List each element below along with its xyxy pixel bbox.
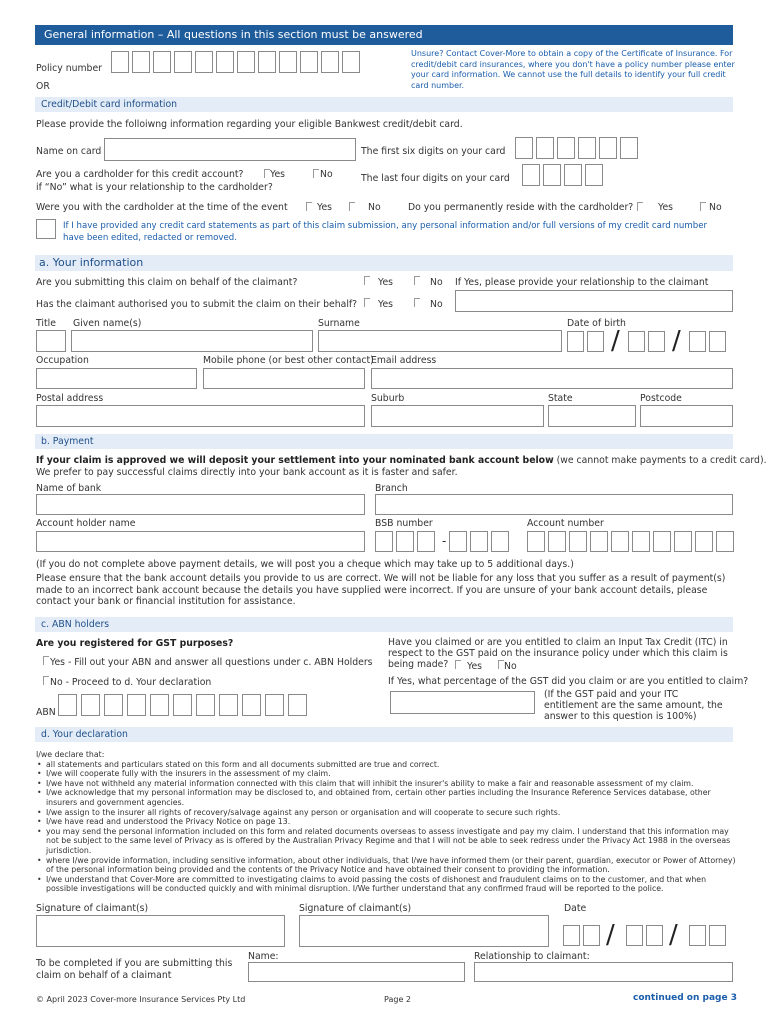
account-digit-box[interactable] (569, 531, 587, 552)
gst-no-label: No - Proceed to d. Your declaration (50, 677, 212, 688)
abn-title: c. ABN holders (41, 619, 110, 630)
card-info-intro: Please provide the folloiwng information regarding your eligible Bankwest credit/debit card. (36, 119, 463, 130)
policy-digit-box[interactable] (153, 51, 171, 73)
bsb-digit-box[interactable] (375, 531, 393, 552)
branch-label: Branch (375, 483, 408, 494)
given-names-label: Given name(s) (73, 318, 142, 329)
dob-digit-box[interactable] (689, 331, 706, 352)
section-abn-holders (35, 617, 733, 632)
first-six-label: The first six digits on your card (361, 146, 506, 157)
declaration-item: • I/we understand that Cover-More are committed to investigating claims to avoid passing the costs of dishonest and fraudulent claims on to the customer, and that when possible investigations will be conducted quickly and with minimal disruption. I/We further understand that any confirmed fraud will be reported to the police. (36, 875, 736, 894)
policy-digit-box[interactable] (174, 51, 192, 73)
declaration-title: d. Your declaration (41, 729, 128, 740)
ensure-note: Please ensure that the bank account details you provide to us are correct. We will not be liable for any loss that you suffer as a result of payment(s) made to an incorrect bank account because the details you have supplied were incorrect. If you are unsure of your bank account details, please contact your bank or financial institution for assistance. (36, 573, 726, 607)
name-on-card-label: Name on card (36, 146, 102, 157)
account-digit-box[interactable] (527, 531, 545, 552)
abn-digit-box[interactable] (81, 694, 100, 716)
cheque-note: (If you do not complete above payment details, we will post you a cheque which may take up to 5 additional days.) (36, 559, 574, 570)
payment-intro-rest: (we cannot make payments to a credit card). (553, 455, 767, 466)
bsb-digit-box[interactable] (449, 531, 467, 552)
behalf-no-checkbox[interactable] (414, 276, 420, 285)
declaration-intro: I/we declare that: (36, 750, 105, 759)
date-digit-box[interactable] (626, 925, 643, 946)
abn-digit-box[interactable] (173, 694, 192, 716)
holder-input[interactable] (36, 531, 365, 552)
payment-intro-bold: If your claim is approved we will deposit your settlement into your nominated bank account below (36, 455, 554, 466)
gst-no-checkbox[interactable] (43, 676, 49, 685)
account-digit-box[interactable] (632, 531, 650, 552)
postal-label: Postal address (36, 393, 104, 404)
authorised-no-label: No (430, 299, 443, 310)
card-digit-box[interactable] (557, 137, 575, 159)
declaration-item: • I/we acknowledge that my personal information may be disclosed to, and obtained from, certain other parties including the Insurance Reference Services database, other insurers and government agencies. (36, 788, 736, 807)
policy-digit-box[interactable] (237, 51, 255, 73)
postal-input[interactable] (36, 405, 365, 427)
dob-digit-box[interactable] (628, 331, 645, 352)
relationship-prompt: If Yes, please provide your relationship to the claimant (455, 277, 709, 288)
section-declaration (35, 727, 733, 742)
with-cardholder-yes-checkbox[interactable] (306, 202, 312, 211)
unsure-note: Unsure? Contact Cover-More to obtain a copy of the Certificate of Insurance. For credit/debit card insurances, where you don't have a policy number please enter your card information. We cannot use the full details to identify your full credit card number. (411, 49, 735, 90)
policy-digit-box[interactable] (300, 51, 318, 73)
relationship-to-claimant-input[interactable] (474, 962, 733, 982)
bank-name-label: Name of bank (36, 483, 102, 494)
reside-question: Do you permanently reside with the cardholder? (408, 202, 634, 213)
card-digit-box[interactable] (522, 164, 540, 186)
suburb-label: Suburb (371, 393, 405, 404)
date-separator: / (672, 326, 681, 356)
dob-digit-box[interactable] (709, 331, 726, 352)
authorised-yes-checkbox[interactable] (364, 298, 370, 307)
or-label: OR (36, 81, 50, 92)
behalf-yes-label: Yes (378, 277, 394, 288)
abn-digit-box[interactable] (104, 694, 123, 716)
name-input[interactable] (248, 962, 465, 982)
declaration-item: • where I/we provide information, including sensitive information, about other individuals, that I/we have informed them (or their parent, guardian, executor or Power of Attorney) of the personal information being provided and the contents of the Privacy Notice and have obtained their consent to providing the information. (36, 856, 736, 875)
reside-yes-checkbox[interactable] (637, 202, 643, 211)
card-digit-box[interactable] (536, 137, 554, 159)
name-on-card-input[interactable] (104, 138, 356, 161)
policy-digit-box[interactable] (321, 51, 339, 73)
abn-digit-box[interactable] (265, 694, 284, 716)
section-your-information (35, 255, 733, 271)
reside-yes-label: Yes (658, 202, 674, 213)
holder-label: Account holder name (36, 518, 136, 529)
date-digit-box[interactable] (689, 925, 706, 946)
pct-note: (If the GST paid and your ITC entitlement are the same amount, the answer to this question is 100%) (544, 689, 723, 722)
surname-label: Surname (318, 318, 360, 329)
card-digit-box[interactable] (585, 164, 603, 186)
abn-digit-box[interactable] (242, 694, 261, 716)
relationship-question: if “No” what is your relationship to the cardholder? (36, 182, 273, 193)
statement-checkbox[interactable] (36, 219, 56, 239)
declaration-item: • I/we assign to the insurer all rights of recovery/salvage against any person or organisation and will cooperate to secure such rights. (36, 808, 736, 818)
given-names-input[interactable] (71, 330, 313, 352)
dob-label: Date of birth (567, 318, 626, 329)
copyright: © April 2023 Cover-more Insurance Services Pty Ltd (36, 995, 246, 1004)
abn-digit-box[interactable] (196, 694, 215, 716)
with-cardholder-no-label: No (368, 202, 381, 213)
date-digit-box[interactable] (709, 925, 726, 946)
declaration-item: • all statements and particulars stated on this form and all documents submitted are true and correct. (36, 760, 736, 770)
card-digit-box[interactable] (578, 137, 596, 159)
signature-1-label: Signature of claimant(s) (36, 903, 149, 914)
postcode-label: Postcode (640, 393, 682, 404)
itc-question-text: Have you claimed or are you entitled to claim an Input Tax Credit (ITC) in respect to the GST paid on the insurance policy under which this claim is being made? (388, 637, 728, 670)
email-input[interactable] (371, 368, 733, 389)
with-cardholder-no-checkbox[interactable] (349, 202, 355, 211)
cardholder-no-label: No (320, 169, 333, 180)
continued-note: continued on page 3 (633, 993, 737, 1003)
policy-digit-box[interactable] (258, 51, 276, 73)
behalf-no-label: No (430, 277, 443, 288)
account-label: Account number (527, 518, 604, 529)
authorised-yes-label: Yes (378, 299, 394, 310)
payment-prefer: We prefer to pay successful claims directly into your bank account as it is faster and safer. (36, 467, 458, 478)
relationship-label: Relationship to claimant: (474, 951, 590, 962)
dob-digit-box[interactable] (567, 331, 584, 352)
account-digit-box[interactable] (590, 531, 608, 552)
date-separator: / (606, 920, 615, 950)
bsb-label: BSB number (375, 518, 433, 529)
abn-digit-box[interactable] (127, 694, 146, 716)
abn-digit-box[interactable] (288, 694, 307, 716)
policy-digit-box[interactable] (279, 51, 297, 73)
bsb-digit-box[interactable] (396, 531, 414, 552)
abn-digit-box[interactable] (150, 694, 169, 716)
section-header-general (35, 25, 733, 45)
declaration-item: • you may send the personal information included on this form and related documents overseas to assess investigate and pay my claim. I understand that this information may not be subject to the same level of Privacy as is offered by the Australian Privacy Regime and that I will not be able to seek redress under the Privacy Act 1988 in the overseas jurisdiction. (36, 827, 736, 856)
date-digit-box[interactable] (583, 925, 600, 946)
signature-2-label: Signature of claimant(s) (299, 903, 412, 914)
card-digit-box[interactable] (515, 137, 533, 159)
authorised-no-checkbox[interactable] (414, 298, 420, 307)
with-cardholder-yes-label: Yes (317, 202, 333, 213)
payment-title: b. Payment (41, 436, 94, 447)
itc-yes-label: Yes (467, 661, 483, 672)
cardholder-question: Are you a cardholder for this credit account? (36, 169, 244, 180)
account-digit-box[interactable] (716, 531, 734, 552)
cardholder-no-checkbox[interactable] (313, 169, 319, 178)
gst-yes-checkbox[interactable] (43, 656, 49, 665)
card-digit-box[interactable] (564, 164, 582, 186)
abn-digit-box[interactable] (58, 694, 77, 716)
title-label: Title (36, 318, 56, 329)
card-digit-box[interactable] (543, 164, 561, 186)
card-info-title: Credit/Debit card information (41, 99, 178, 110)
suburb-input[interactable] (371, 405, 544, 427)
account-digit-box[interactable] (674, 531, 692, 552)
abn-digit-box[interactable] (219, 694, 238, 716)
bsb-digit-box[interactable] (491, 531, 509, 552)
statement-note: If I have provided any credit card statements as part of this claim submission, any personal information and/or full versions of my credit card number have been edited, redacted or removed. (63, 221, 708, 243)
behalf-yes-checkbox[interactable] (364, 276, 370, 285)
declaration-list (36, 760, 736, 894)
pct-input[interactable] (390, 691, 535, 714)
account-digit-box[interactable] (548, 531, 566, 552)
gst-yes-label: Yes - Fill out your ABN and answer all questions under c. ABN Holders (50, 657, 373, 668)
abn-label: ABN (36, 707, 56, 718)
bsb-dash: - (442, 534, 447, 548)
card-digit-box[interactable] (599, 137, 617, 159)
account-digit-box[interactable] (611, 531, 629, 552)
behalf-question: Are you submitting this claim on behalf of the claimant? (36, 277, 298, 288)
postcode-input[interactable] (640, 405, 733, 427)
bank-name-input[interactable] (36, 494, 365, 515)
card-digit-box[interactable] (620, 137, 638, 159)
policy-digit-box[interactable] (216, 51, 234, 73)
email-label: Email address (371, 355, 437, 366)
reside-no-checkbox[interactable] (700, 202, 706, 211)
relationship-input[interactable] (455, 290, 733, 312)
state-label: State (548, 393, 573, 404)
info-title: a. Your information (39, 256, 144, 269)
date-digit-box[interactable] (563, 925, 580, 946)
reside-no-label: No (709, 202, 722, 213)
account-digit-box[interactable] (695, 531, 713, 552)
last-four-label: The last four digits on your card (361, 173, 510, 184)
policy-digit-box[interactable] (195, 51, 213, 73)
bsb-digit-box[interactable] (470, 531, 488, 552)
surname-input[interactable] (318, 330, 562, 352)
date-label: Date (564, 903, 587, 914)
itc-yes-checkbox[interactable] (455, 660, 461, 669)
declaration-text (36, 750, 736, 894)
date-separator: / (611, 326, 620, 356)
declaration-item: • I/we have read and understood the Privacy Notice on page 13. (36, 817, 736, 827)
itc-question (388, 637, 736, 670)
section-title: General information – All questions in this section must be answered (44, 28, 423, 41)
cardholder-yes-label: Yes (270, 169, 286, 180)
payment-intro (36, 455, 767, 466)
mobile-label: Mobile phone (or best other contact) (203, 355, 374, 366)
state-input[interactable] (548, 405, 636, 427)
authorised-question: Has the claimant authorised you to submit the claim on their behalf? (36, 299, 358, 310)
name-label: Name: (248, 951, 279, 962)
dob-digit-box[interactable] (587, 331, 604, 352)
declaration-item: • I/we have not withheld any material information connected with this claim that will inhibit the insurer's ability to make a fair and reasonable assessment of my claim. (36, 779, 736, 789)
mobile-input[interactable] (203, 368, 365, 389)
page-number: Page 2 (384, 995, 411, 1004)
declaration-item: • I/we will cooperate fully with the insurers in the assessment of my claim. (36, 769, 736, 779)
date-digit-box[interactable] (646, 925, 663, 946)
date-separator: / (669, 920, 678, 950)
section-payment (35, 434, 733, 449)
occupation-input[interactable] (36, 368, 197, 389)
gst-question: Are you registered for GST purposes? (36, 638, 234, 649)
policy-number-label: Policy number (36, 63, 102, 74)
with-cardholder-question: Were you with the cardholder at the time of the event (36, 202, 288, 213)
title-input[interactable] (36, 330, 66, 352)
branch-input[interactable] (375, 494, 733, 515)
card-info-bar (35, 97, 733, 112)
signature-2-input[interactable] (299, 915, 549, 947)
occupation-label: Occupation (36, 355, 89, 366)
bsb-digit-box[interactable] (417, 531, 435, 552)
account-digit-box[interactable] (653, 531, 671, 552)
dob-digit-box[interactable] (648, 331, 665, 352)
pct-question: If Yes, what percentage of the GST did you claim or are you entitled to claim? (388, 676, 749, 687)
behalf-note: To be completed if you are submitting this claim on behalf of a claimant (36, 958, 233, 981)
signature-1-input[interactable] (36, 915, 285, 947)
itc-no-label: No (504, 661, 517, 672)
policy-digit-box[interactable] (132, 51, 150, 73)
policy-digit-box[interactable] (342, 51, 360, 73)
policy-digit-box[interactable] (111, 51, 129, 73)
